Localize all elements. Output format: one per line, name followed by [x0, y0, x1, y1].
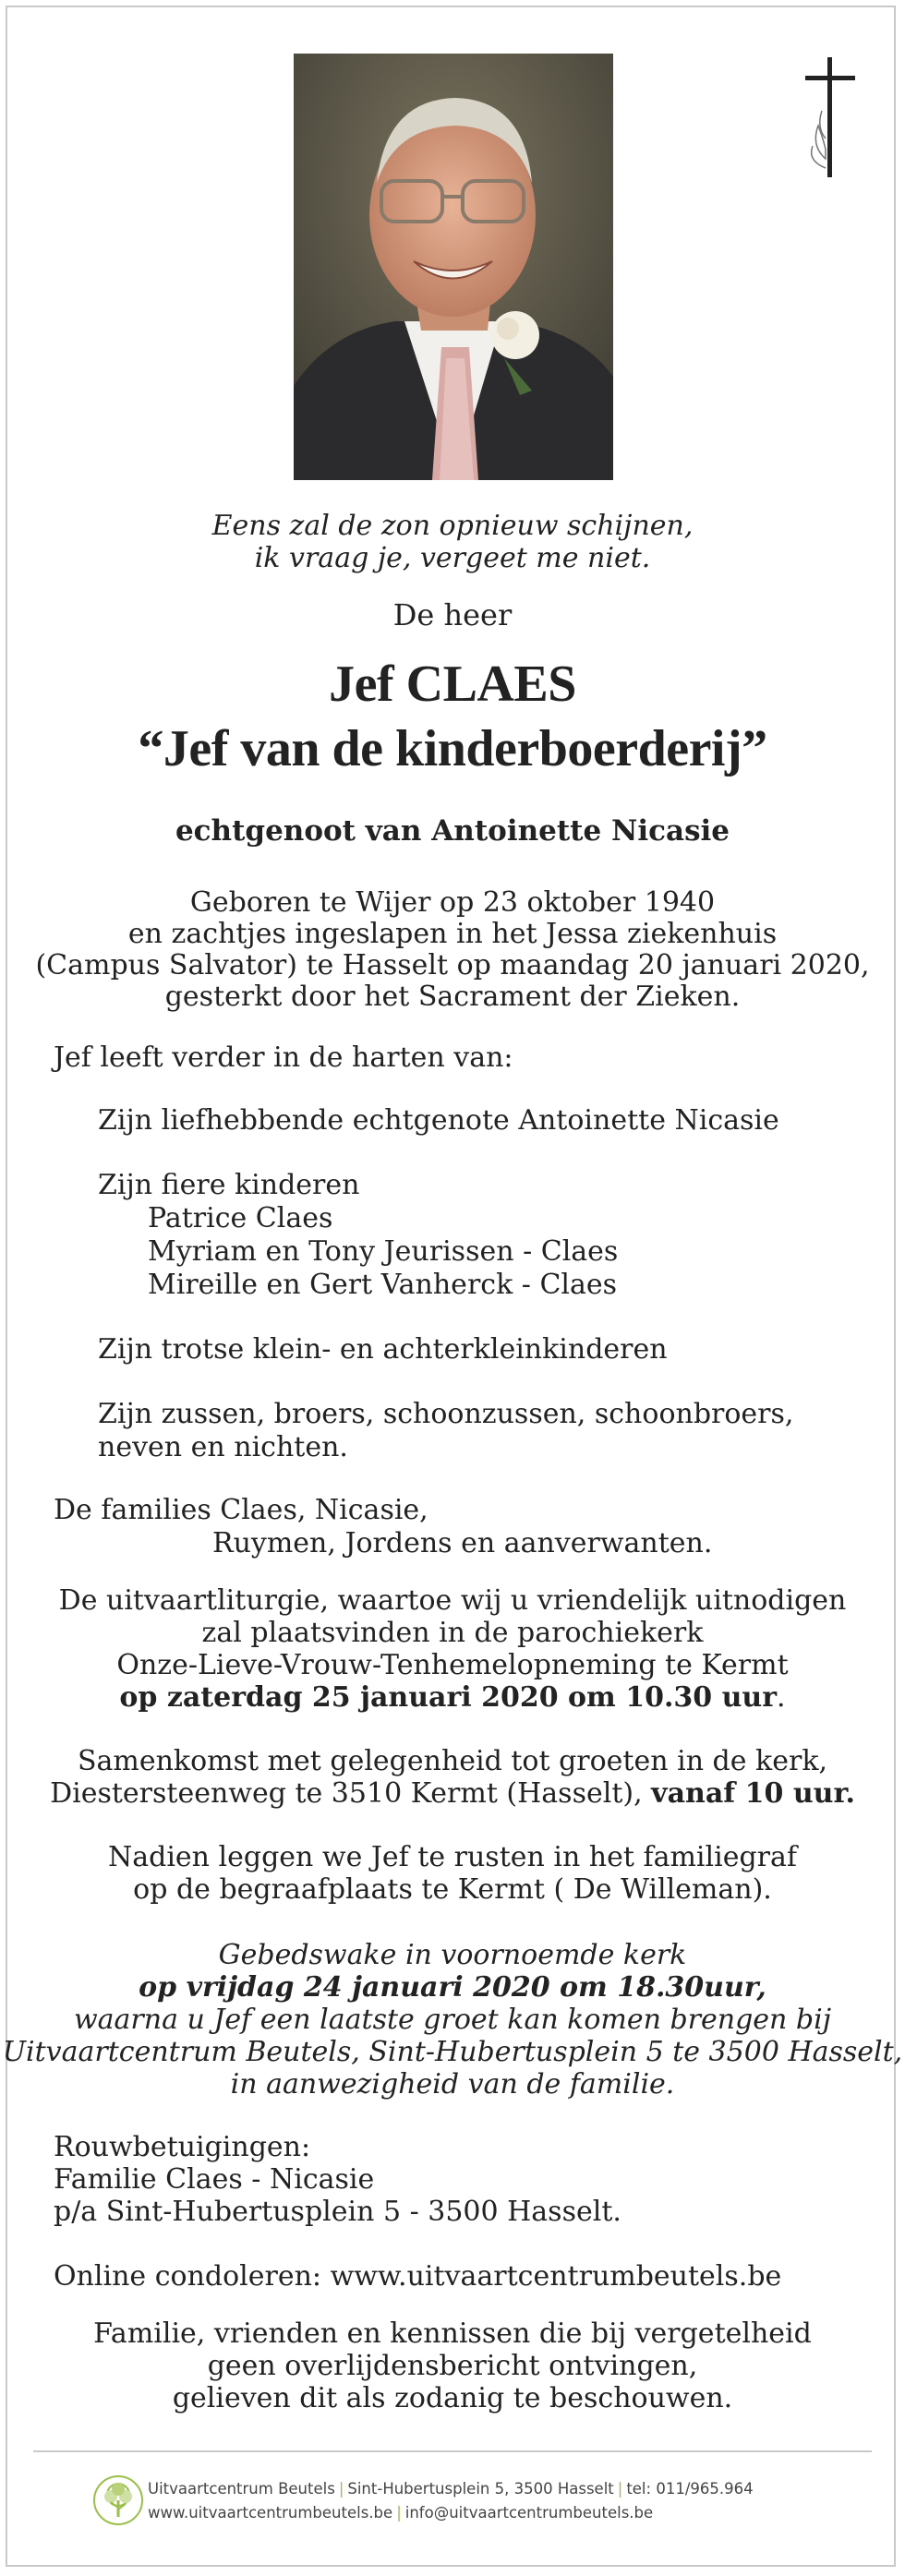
footer-address: Sint-Hubertusplein 5, 3500 Hasselt: [347, 2480, 614, 2498]
burial-line-1: Nadien leggen we Jef te rusten in het familiegraf: [107, 1841, 797, 1873]
burial-line-2: op de begraafplaats te Kermt ( De Willeman).: [133, 1873, 772, 1906]
funeral-line-1: De uitvaartliturgie, waartoe wij u vriendelijk uitnodigen: [58, 1584, 847, 1617]
wake-line-1: waarna u Jef een laatste groet kan komen brengen bij: [73, 2004, 832, 2036]
footer-separator: |: [396, 2504, 402, 2522]
footer-website-link[interactable]: www.uitvaartcentrumbeutels.be: [148, 2504, 393, 2522]
deceased-name: Jef CLAES: [329, 656, 576, 713]
tree-logo-icon: [92, 2474, 144, 2526]
portrait-photo: [294, 54, 613, 480]
footer-company: Uitvaartcentrum Beutels: [148, 2480, 335, 2498]
child-entry: Mireille en Gert Vanherck - Claes: [148, 1269, 618, 1301]
quote-line-1: Eens zal de zon opnieuw schijnen,: [211, 510, 694, 542]
gathering-address: Diestersteenweg te 3510 Kermt (Hasselt),: [50, 1777, 652, 1810]
funeral-date: op zaterdag 25 januari 2020 om 10.30 uur: [119, 1681, 778, 1714]
gathering-time: vanaf 10 uur.: [651, 1777, 855, 1810]
footer-separator: |: [617, 2480, 623, 2498]
wake-line-3: in aanwezigheid van de familie.: [230, 2068, 675, 2101]
funeral-date-end: .: [777, 1681, 786, 1714]
quote-line-2: ik vraag je, vergeet me niet.: [254, 542, 651, 574]
child-entry: Myriam en Tony Jeurissen - Claes: [148, 1235, 619, 1268]
wake-line-2: Uitvaartcentrum Beutels, Sint-Hubertusplein 5 te 3500 Hasselt,: [2, 2036, 903, 2068]
funeral-line-3: Onze-Lieve-Vrouw-Tenhemelopneming te Kermt: [116, 1649, 789, 1681]
families-line-2: Ruymen, Jordens en aanverwanten.: [212, 1527, 713, 1559]
birth-line-4: gesterkt door het Sacrament der Zieken.: [164, 981, 741, 1013]
condolence-address: p/a Sint-Hubertusplein 5 - 3500 Hasselt.: [54, 2196, 621, 2228]
birth-line-2: en zachtjes ingeslapen in het Jessa ziekenhuis: [127, 918, 778, 950]
wake-date: op vrijdag 24 januari 2020 om 18.30uur,: [139, 1971, 766, 2004]
child-entry: Patrice Claes: [148, 1202, 333, 1234]
funeral-date-line: [0, 1681, 905, 1715]
spouse-line: echtgenoot van Antoinette Nicasie: [175, 814, 730, 848]
birth-line-3: (Campus Salvator) te Hasselt op maandag 20 januari 2020,: [35, 949, 870, 981]
children-heading: Zijn fiere kinderen: [98, 1169, 360, 1201]
families-line-1: De families Claes, Nicasie,: [54, 1494, 428, 1526]
condolence-heading: Rouwbetuigingen:: [54, 2131, 311, 2163]
gathering-line-1: Samenkomst met gelegenheid tot groeten in de kerk,: [77, 1745, 828, 1777]
nickname: “Jef van de kinderboerderij”: [138, 720, 767, 777]
gathering-line-2: [0, 1777, 905, 1811]
cross-icon: [798, 57, 863, 177]
footer-line-2: [148, 2504, 653, 2522]
salutation: De heer: [392, 597, 513, 632]
online-condolence: Online condoleren: www.uitvaartcentrumbeutels.be: [54, 2260, 782, 2293]
lives-on-heading: Jef leeft verder in de harten van:: [54, 1041, 513, 1074]
footer-divider: [33, 2450, 872, 2452]
closing-line-1: Familie, vrienden en kennissen die bij vergetelheid: [93, 2317, 812, 2350]
condolence-family: Familie Claes - Nicasie: [54, 2163, 375, 2196]
closing-line-2: geen overlijdensbericht ontvingen,: [207, 2350, 698, 2382]
siblings-line-1: Zijn zussen, broers, schoonzussen, schoonbroers,: [98, 1398, 794, 1430]
siblings-line-2: neven en nichten.: [98, 1431, 348, 1463]
wake-heading: Gebedswake in voornoemde kerk: [218, 1939, 687, 1971]
footer-separator: |: [338, 2480, 344, 2498]
footer-line-1: [148, 2480, 754, 2498]
spouse-entry: Zijn liefhebbende echtgenote Antoinette Nicasie: [98, 1104, 779, 1137]
funeral-line-2: zal plaatsvinden in de parochiekerk: [201, 1617, 704, 1649]
footer-phone: tel: 011/965.964: [626, 2480, 754, 2498]
footer-email-link[interactable]: info@uitvaartcentrumbeutels.be: [404, 2504, 654, 2522]
closing-line-3: gelieven dit als zodanig te beschouwen.: [172, 2382, 733, 2414]
birth-line-1: Geboren te Wijer op 23 oktober 1940: [189, 886, 716, 919]
grandchildren-entry: Zijn trotse klein- en achterkleinkinderen: [98, 1333, 668, 1366]
